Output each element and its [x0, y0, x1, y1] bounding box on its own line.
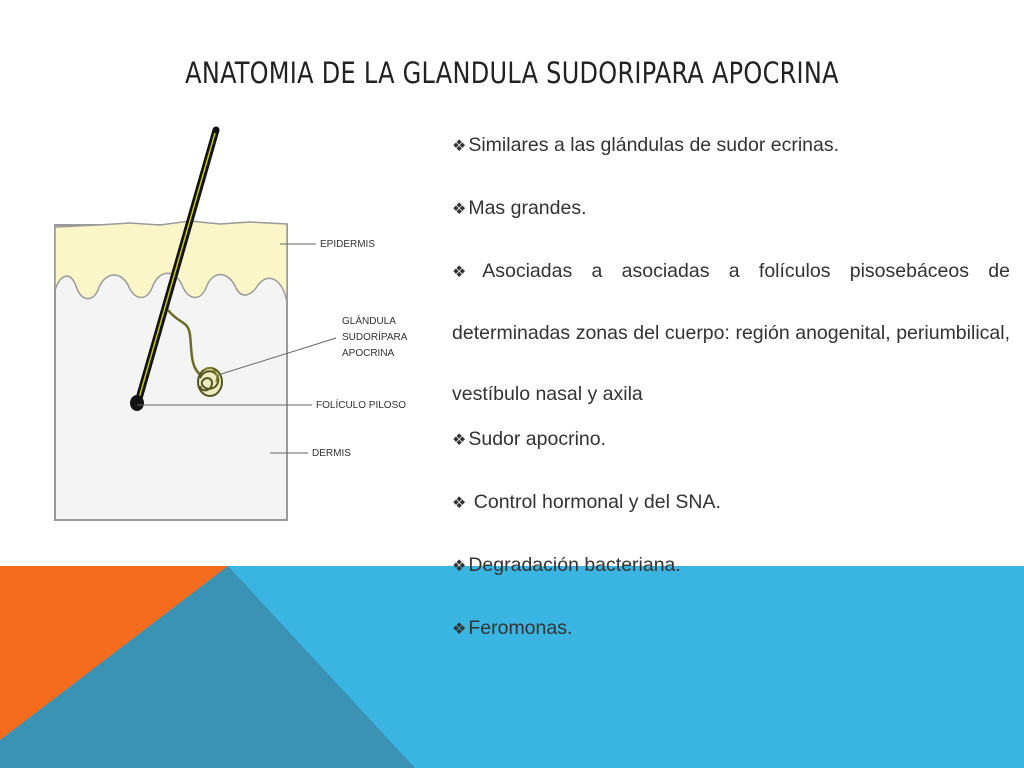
bullet-item [452, 241, 1010, 425]
bullet-text: Mas grandes. [468, 197, 587, 219]
bullet-item [452, 487, 1010, 519]
diamond-bullet-icon: ❖ [452, 495, 467, 512]
label-glandula-3: APOCRINA [342, 348, 395, 359]
label-glandula-2: SUDORÍPARA [342, 332, 408, 343]
slide-title: ANATOMIA DE LA GLANDULA SUDORIPARA APOCRINA [185, 56, 839, 90]
label-dermis: DERMIS [312, 448, 351, 459]
bullet-list [452, 130, 1010, 676]
bullet-item [452, 550, 1010, 582]
diamond-bullet-icon: ❖ [452, 264, 481, 281]
bullet-text: Degradación bacteriana. [468, 554, 681, 576]
diamond-bullet-icon: ❖ [452, 138, 467, 155]
diamond-bullet-icon: ❖ [452, 201, 467, 218]
bullet-item [452, 130, 1010, 162]
bullet-item [452, 424, 1010, 456]
bullet-text: Similares a las glándulas de sudor ecrinas. [468, 134, 840, 156]
hair-bulb [130, 395, 144, 411]
bullet-text: Control hormonal y del SNA. [468, 491, 721, 513]
apocrine-gland [198, 368, 222, 396]
bullet-item [452, 613, 1010, 645]
label-glandula-1: GLÁNDULA [342, 316, 396, 327]
label-epidermis: EPIDERMIS [320, 239, 376, 250]
diamond-bullet-icon: ❖ [452, 558, 467, 575]
bullet-item [452, 193, 1010, 225]
bullet-text: Feromonas. [468, 617, 573, 639]
diamond-bullet-icon: ❖ [452, 621, 467, 638]
diamond-bullet-icon: ❖ [452, 432, 467, 449]
label-foliculo: FOLÍCULO PILOSO [316, 400, 407, 411]
gland-anatomy-diagram [40, 120, 420, 540]
bullet-text: Asociadas a asociadas a folículos pisosebáceos de determinadas zonas del cuerpo: región anogenital, periumbilical, vestíbulo nasal y axila [452, 260, 1010, 405]
bullet-text: Sudor apocrino. [468, 428, 607, 450]
